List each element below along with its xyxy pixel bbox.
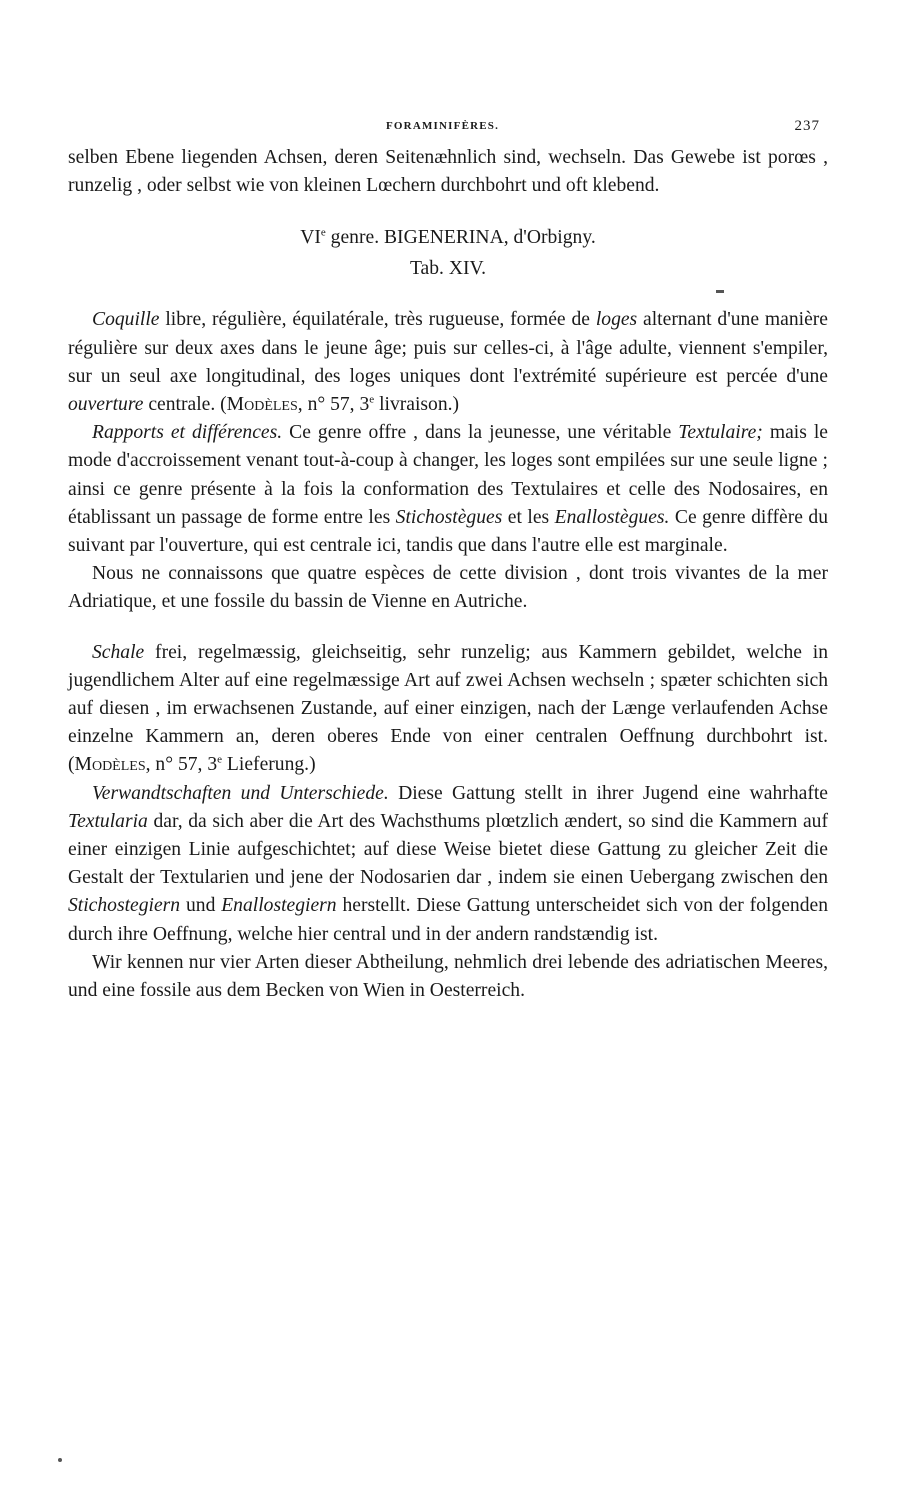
text-run: libre, régulière, équilatérale, très rugueuse, formée de: [159, 309, 596, 331]
text-run: dar, da sich aber die Art des Wachsthums plœtzlich ændert, so sind die Kammern auf einer einzigen Linie aufgeschichtet; auf diese Weise bietet diese Gattung zu gleicher Zeit die Gestalt der Textularien und jene der Nodosarien dar , indem sie einen Uebergang zwischen den: [68, 810, 828, 889]
genre-heading: [68, 222, 828, 253]
running-head: [68, 118, 828, 138]
text-run: et les: [502, 506, 555, 528]
modeles-smallcaps: Modèles: [226, 394, 298, 416]
text-run: , n° 57, 3: [297, 394, 370, 416]
intro-paragraph: selben Ebene liegenden Achsen, deren Seitenæhnlich sind, wechseln. Das Gewebe ist porœs , runzelig , oder selbst wie von kleinen Lœchern durchbohrt und oft klebend.: [68, 147, 828, 197]
french-rapports-paragraph: [68, 419, 828, 560]
text-run: frei, regelmæssig, gleichseitig, sehr runzelig; aus Kammern gebildet, welche in jugendlichem Alter auf eine regelmæssige Art auf zwei Achsen wechseln ; spæter schichten sich auf diesen , im erwachsenen Zustande, auf einer einzigen, nach der Længe verlaufenden Achse einzelne Kammern an, deren oberes Ende von einer centralen Oeffnung durchbohrt ist. (: [68, 641, 828, 776]
german-description-paragraph: [68, 639, 828, 780]
ink-speck: [58, 1458, 62, 1462]
french-description-paragraph: [68, 306, 828, 419]
text-run: mais le mode d'accroissement venant tout-à-coup à changer, les loges sont empilées sur une seule ligne ; ainsi ce genre présente à la fois la conformation des Textulaires et celle des Nodosaires, en établissant un passage de forme entre les: [68, 422, 828, 528]
text-run: und: [180, 895, 222, 917]
tab-heading: Tab. XIV.: [409, 258, 487, 280]
text-run-italic: Enallostegiern: [221, 895, 337, 917]
genre-number: VI: [300, 227, 321, 249]
text-run: Ce genre offre , dans la jeunesse, une véritable: [282, 422, 679, 444]
text-run: centrale. (: [143, 394, 227, 416]
text-run-italic: Textularia: [68, 810, 148, 832]
genre-number-sup: e: [320, 226, 326, 239]
text-run: herstellt. Diese Gattung unterscheidet sich von der folgenden durch ihre Oeffnung, welche hier central und in der andern randstændig ist.: [68, 895, 828, 945]
text-run: Lieferung.): [222, 754, 316, 776]
text-run: Diese Gattung stellt in ihrer Jugend eine wahrhafte: [388, 782, 828, 804]
verwandtschaften-lead: Verwandtschaften und Unterschiede.: [92, 782, 389, 804]
section-gap: [68, 617, 828, 639]
text-run-italic: Stichostegiern: [68, 895, 181, 917]
rapports-lead: Rapports et différences.: [92, 422, 283, 444]
text-run-italic: Stichostègues: [395, 506, 503, 528]
text-run: alternant d'une manière régulière sur deux axes dans le jeune âge; puis sur celles-ci, à l'âge adulte, viennent s'empiler, sur un seul axe longitudinal, des loges uniques dont l'extrémité supérieure est percée d'une: [68, 309, 828, 387]
text-run: , n° 57, 3: [145, 754, 218, 776]
text-run-italic: Enallostègues.: [554, 506, 670, 528]
page-body: [68, 144, 828, 1005]
french-species-paragraph: Nous ne connaissons que quatre espèces de cette division , dont trois vivantes de la mer Adriatique, et une fossile du bassin de Vienne en Autriche.: [68, 563, 828, 613]
genre-title: genre. BIGENERINA, d'Orbigny.: [325, 227, 596, 249]
text-run-italic: loges: [595, 309, 638, 331]
schale-lead: Schale: [92, 641, 145, 663]
text-run: Ce genre diffère du suivant par l'ouverture, qui est centrale ici, tandis que dans l'autre elle est marginale.: [68, 506, 828, 557]
german-species-paragraph: Wir kennen nur vier Arten dieser Abtheilung, nehmlich drei lebende des adriatischen Meeres, und eine fossile aus dem Becken von Wien in Oesterreich.: [68, 951, 828, 1002]
superscript: e: [369, 393, 375, 406]
coquille-lead: Coquille: [92, 309, 160, 331]
german-verwandtschaften-paragraph: [68, 780, 828, 949]
text-run-italic: Textulaire;: [678, 422, 763, 444]
running-title: FORAMINIFÈRES.: [386, 120, 500, 132]
page-number: 237: [794, 118, 820, 134]
text-run: livraison.): [374, 394, 460, 416]
superscript: e: [217, 753, 223, 766]
modeles-smallcaps: Modèles: [74, 754, 146, 776]
text-run-italic: ouverture: [68, 394, 144, 416]
ink-speck: [716, 290, 724, 293]
